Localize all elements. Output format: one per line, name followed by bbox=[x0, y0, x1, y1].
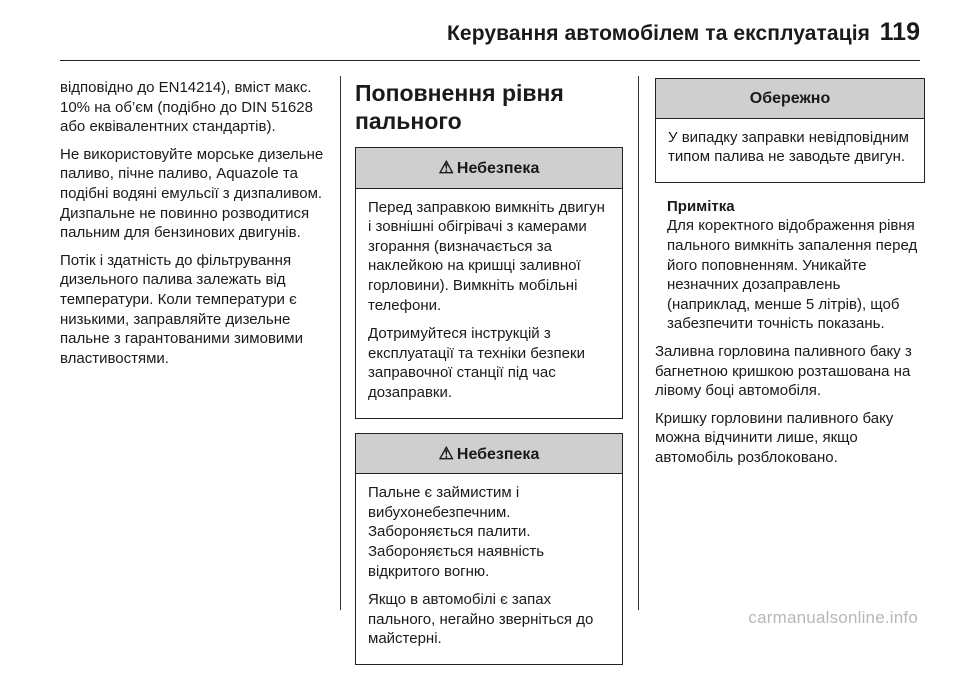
warning-box-1-text-1: Перед заправкою вимкніть двигун і зовнішні обігрівачі з камерами згорання (визначається за наклейкою на кришці заливної горловини). Вимкніть мобільні телефони. bbox=[368, 198, 605, 314]
column-divider-2 bbox=[638, 76, 639, 610]
warning-box-1-body bbox=[356, 189, 622, 418]
note-text: Для коректного відображення рівня пального вимкніть запалення перед його поповненням. Уникайте незначних дозаправлень (наприклад, менше 5 літрів), щоб забезпечити точність показань. bbox=[667, 217, 918, 333]
warning-box-2-body bbox=[356, 474, 622, 664]
warning-box-2-title: Небезпека bbox=[456, 445, 540, 463]
warning-triangle-icon: ⚠ bbox=[438, 158, 454, 177]
paragraph-marine-diesel: Не використовуйте морське дизельне паливо, пічне паливо, Aquazole та подібні водяні емульсії з дизпаливом. Дизпальне не повинно розводитися пальним для бензинових двигунів. bbox=[60, 145, 324, 242]
watermark: carmanualsonline.info bbox=[748, 608, 918, 627]
warning-box-2-header bbox=[356, 434, 622, 475]
header-divider bbox=[60, 60, 920, 61]
warning-box-2-text-2: Якщо в автомобілі є запах пального, негайно зверніться до майстерні. bbox=[368, 591, 594, 648]
paragraph-filler-unlock: Кришку горловини паливного баку можна відчинити лише, якщо автомобіль розблоковано. bbox=[655, 409, 894, 466]
caution-box-body bbox=[656, 119, 924, 182]
page-number: 119 bbox=[879, 18, 920, 46]
warning-box-1-title: Небезпека bbox=[456, 160, 540, 177]
note-title: Примітка bbox=[667, 197, 735, 215]
warning-box-1 bbox=[355, 147, 623, 419]
page-header-title: Керування автомобілем та експлуатація bbox=[447, 22, 870, 45]
warning-triangle-icon: ⚠ bbox=[438, 443, 454, 463]
section-heading-refuelling: Поповнення рівня пального bbox=[355, 80, 564, 134]
note-block bbox=[655, 197, 925, 334]
column-left bbox=[60, 78, 330, 376]
column-right bbox=[655, 78, 925, 476]
warning-box-1-header bbox=[356, 148, 622, 189]
warning-box-2 bbox=[355, 433, 623, 665]
column-divider-1 bbox=[340, 76, 341, 610]
caution-box-text: У випадку заправки невідповідним типом палива не заводьте двигун. bbox=[668, 128, 909, 166]
paragraph-biodiesel: відповідно до EN14214), вміст макс. 10% на об’єм (подібно до DIN 51628 або еквівалентних стандартів). bbox=[60, 79, 313, 136]
paragraph-temperature: Потік і здатність до фільтрування дизельного палива залежать від температури. Коли температури є низькими, заправляйте дизельне пальне з гарантованими зимовими властивостями. bbox=[60, 251, 303, 367]
paragraph-filler-location: Заливна горловина паливного баку з багнетною кришкою розташована на лівому боці автомобіля. bbox=[655, 342, 912, 400]
column-middle bbox=[355, 78, 623, 679]
caution-box bbox=[655, 78, 925, 183]
warning-box-2-text-1: Пальне є займистим і вибухонебезпечним. Забороняється палити. Забороняється наявність відкритого вогню. bbox=[368, 484, 545, 580]
warning-box-1-text-2: Дотримуйтеся інструкцій з експлуатації та техніки безпеки заправочної станції під час дозаправки. bbox=[368, 325, 585, 401]
caution-box-header: Обережно bbox=[656, 79, 924, 119]
